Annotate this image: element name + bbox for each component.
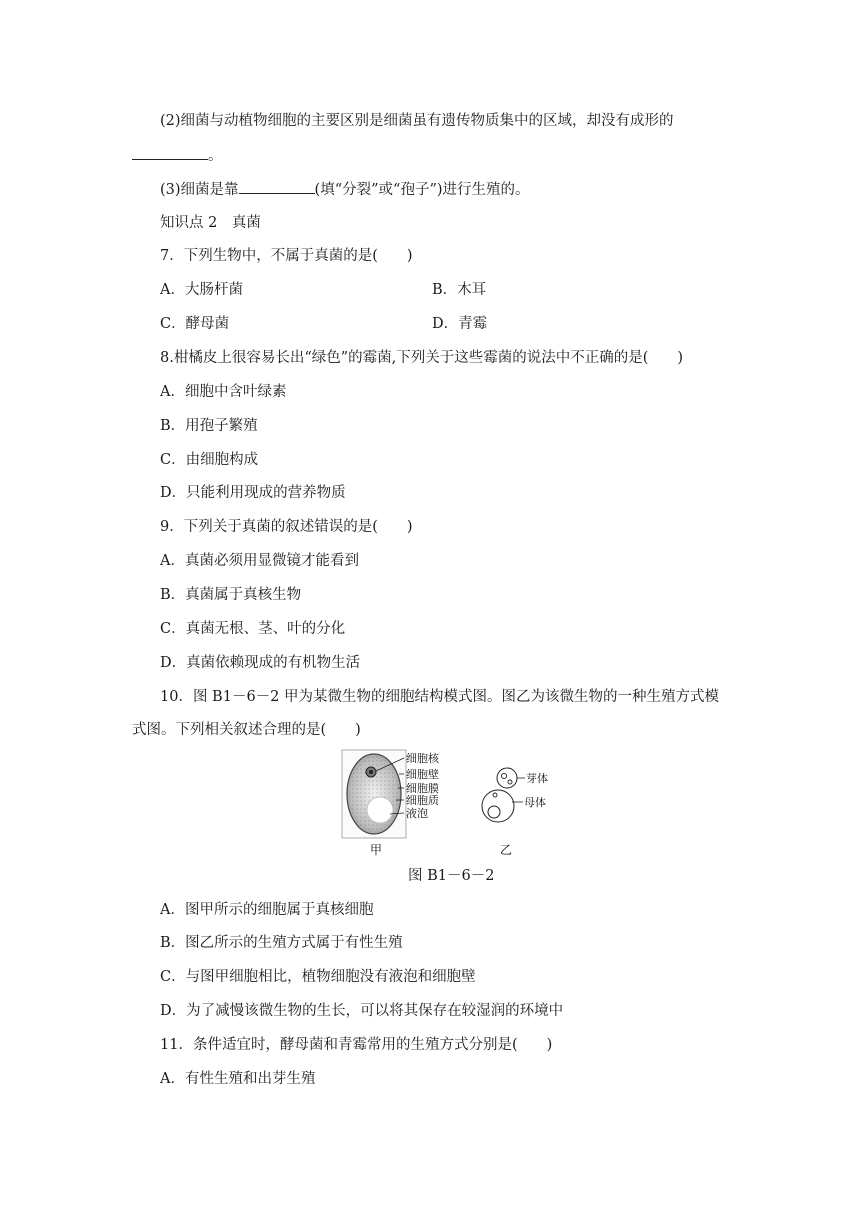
label-cytoplasm: 细胞质 xyxy=(406,794,439,807)
label-mother: 母体 xyxy=(524,796,546,809)
q9-option-a: A．真菌必须用显微镜才能看到 xyxy=(160,553,359,569)
q10-option-d: D．为了减慢该微生物的生长，可以将其保存在较湿润的环境中 xyxy=(160,1003,564,1019)
q10-stem-line1: 10．图 B1－6－2 甲为某微生物的细胞结构模式图。图乙为该微生物的一种生殖方式模 xyxy=(160,689,719,705)
answer-blank[interactable] xyxy=(239,179,315,194)
q9-option-b: B．真菌属于真核生物 xyxy=(160,587,302,603)
mother-vacuole xyxy=(488,806,500,818)
q6-part2-line2 xyxy=(132,145,223,166)
q9-option-d: D．真菌依赖现成的有机物生活 xyxy=(160,655,361,671)
mother-cell xyxy=(482,790,514,822)
label-vacuole: 液泡 xyxy=(406,807,428,820)
figure-caption: 图 B1－6－2 xyxy=(408,868,495,884)
q7-option-c: C．酵母菌 xyxy=(160,316,230,332)
q10-figure xyxy=(340,748,548,858)
q7-option-b: B．木耳 xyxy=(432,282,487,298)
q9-option-c: C．真菌无根、茎、叶的分化 xyxy=(160,621,346,637)
q6-part2-line1: (2)细菌与动植物细胞的主要区别是细菌虽有遗传物质集中的区域，却没有成形的 xyxy=(160,113,674,129)
label-bud: 芽体 xyxy=(526,772,548,785)
label-cell-wall: 细胞壁 xyxy=(406,768,439,781)
q6-part3-pre: (3)细菌是靠 xyxy=(160,182,239,198)
q7-option-a: A．大肠杆菌 xyxy=(160,282,243,298)
answer-blank[interactable] xyxy=(132,145,208,160)
q10-option-a: A．图甲所示的细胞属于真核细胞 xyxy=(160,902,374,918)
q8-option-a: A．细胞中含叶绿素 xyxy=(160,384,287,400)
bud-cell xyxy=(497,768,517,788)
q9-stem: 9．下列关于真菌的叙述错误的是( ) xyxy=(160,519,413,535)
q8-option-d: D．只能利用现成的营养物质 xyxy=(160,485,346,501)
q10-option-b: B．图乙所示的生殖方式属于有性生殖 xyxy=(160,935,403,951)
q8-option-c: C．由细胞构成 xyxy=(160,452,259,468)
mother-nucleus xyxy=(493,793,497,797)
q11-stem: 11．条件适宜时，酵母菌和青霉常用的生殖方式分别是( ) xyxy=(160,1037,553,1053)
q7-stem: 7．下列生物中，不属于真菌的是( ) xyxy=(160,248,413,264)
sublabel-yi: 乙 xyxy=(500,843,513,857)
vacuole xyxy=(367,797,393,823)
q7-option-d: D．青霉 xyxy=(432,316,488,332)
bud-organelle xyxy=(508,780,512,784)
q8-stem: 8.柑橘皮上很容易长出“绿色”的霉菌,下列关于这些霉菌的说法中不正确的是( ) xyxy=(160,350,684,366)
label-nucleus: 细胞核 xyxy=(406,752,439,765)
cell-diagram xyxy=(340,748,548,858)
sublabel-jia: 甲 xyxy=(370,843,383,857)
q10-stem-line2: 式图。下列相关叙述合理的是( ) xyxy=(132,722,361,738)
q6-part3-post: (填“分裂”或“孢子”)进行生殖的。 xyxy=(314,182,530,198)
q10-option-c: C．与图甲细胞相比，植物细胞没有液泡和细胞壁 xyxy=(160,969,476,985)
nucleolus xyxy=(369,770,373,774)
q6-part3 xyxy=(160,179,530,200)
section-title: 知识点 2 真菌 xyxy=(160,215,261,231)
q6-part2-end: 。 xyxy=(208,148,223,164)
label-cell-membrane: 细胞膜 xyxy=(406,782,439,795)
bud-organelle xyxy=(501,773,506,778)
q11-option-a: A．有性生殖和出芽生殖 xyxy=(160,1071,316,1087)
q8-option-b: B．用孢子繁殖 xyxy=(160,418,258,434)
